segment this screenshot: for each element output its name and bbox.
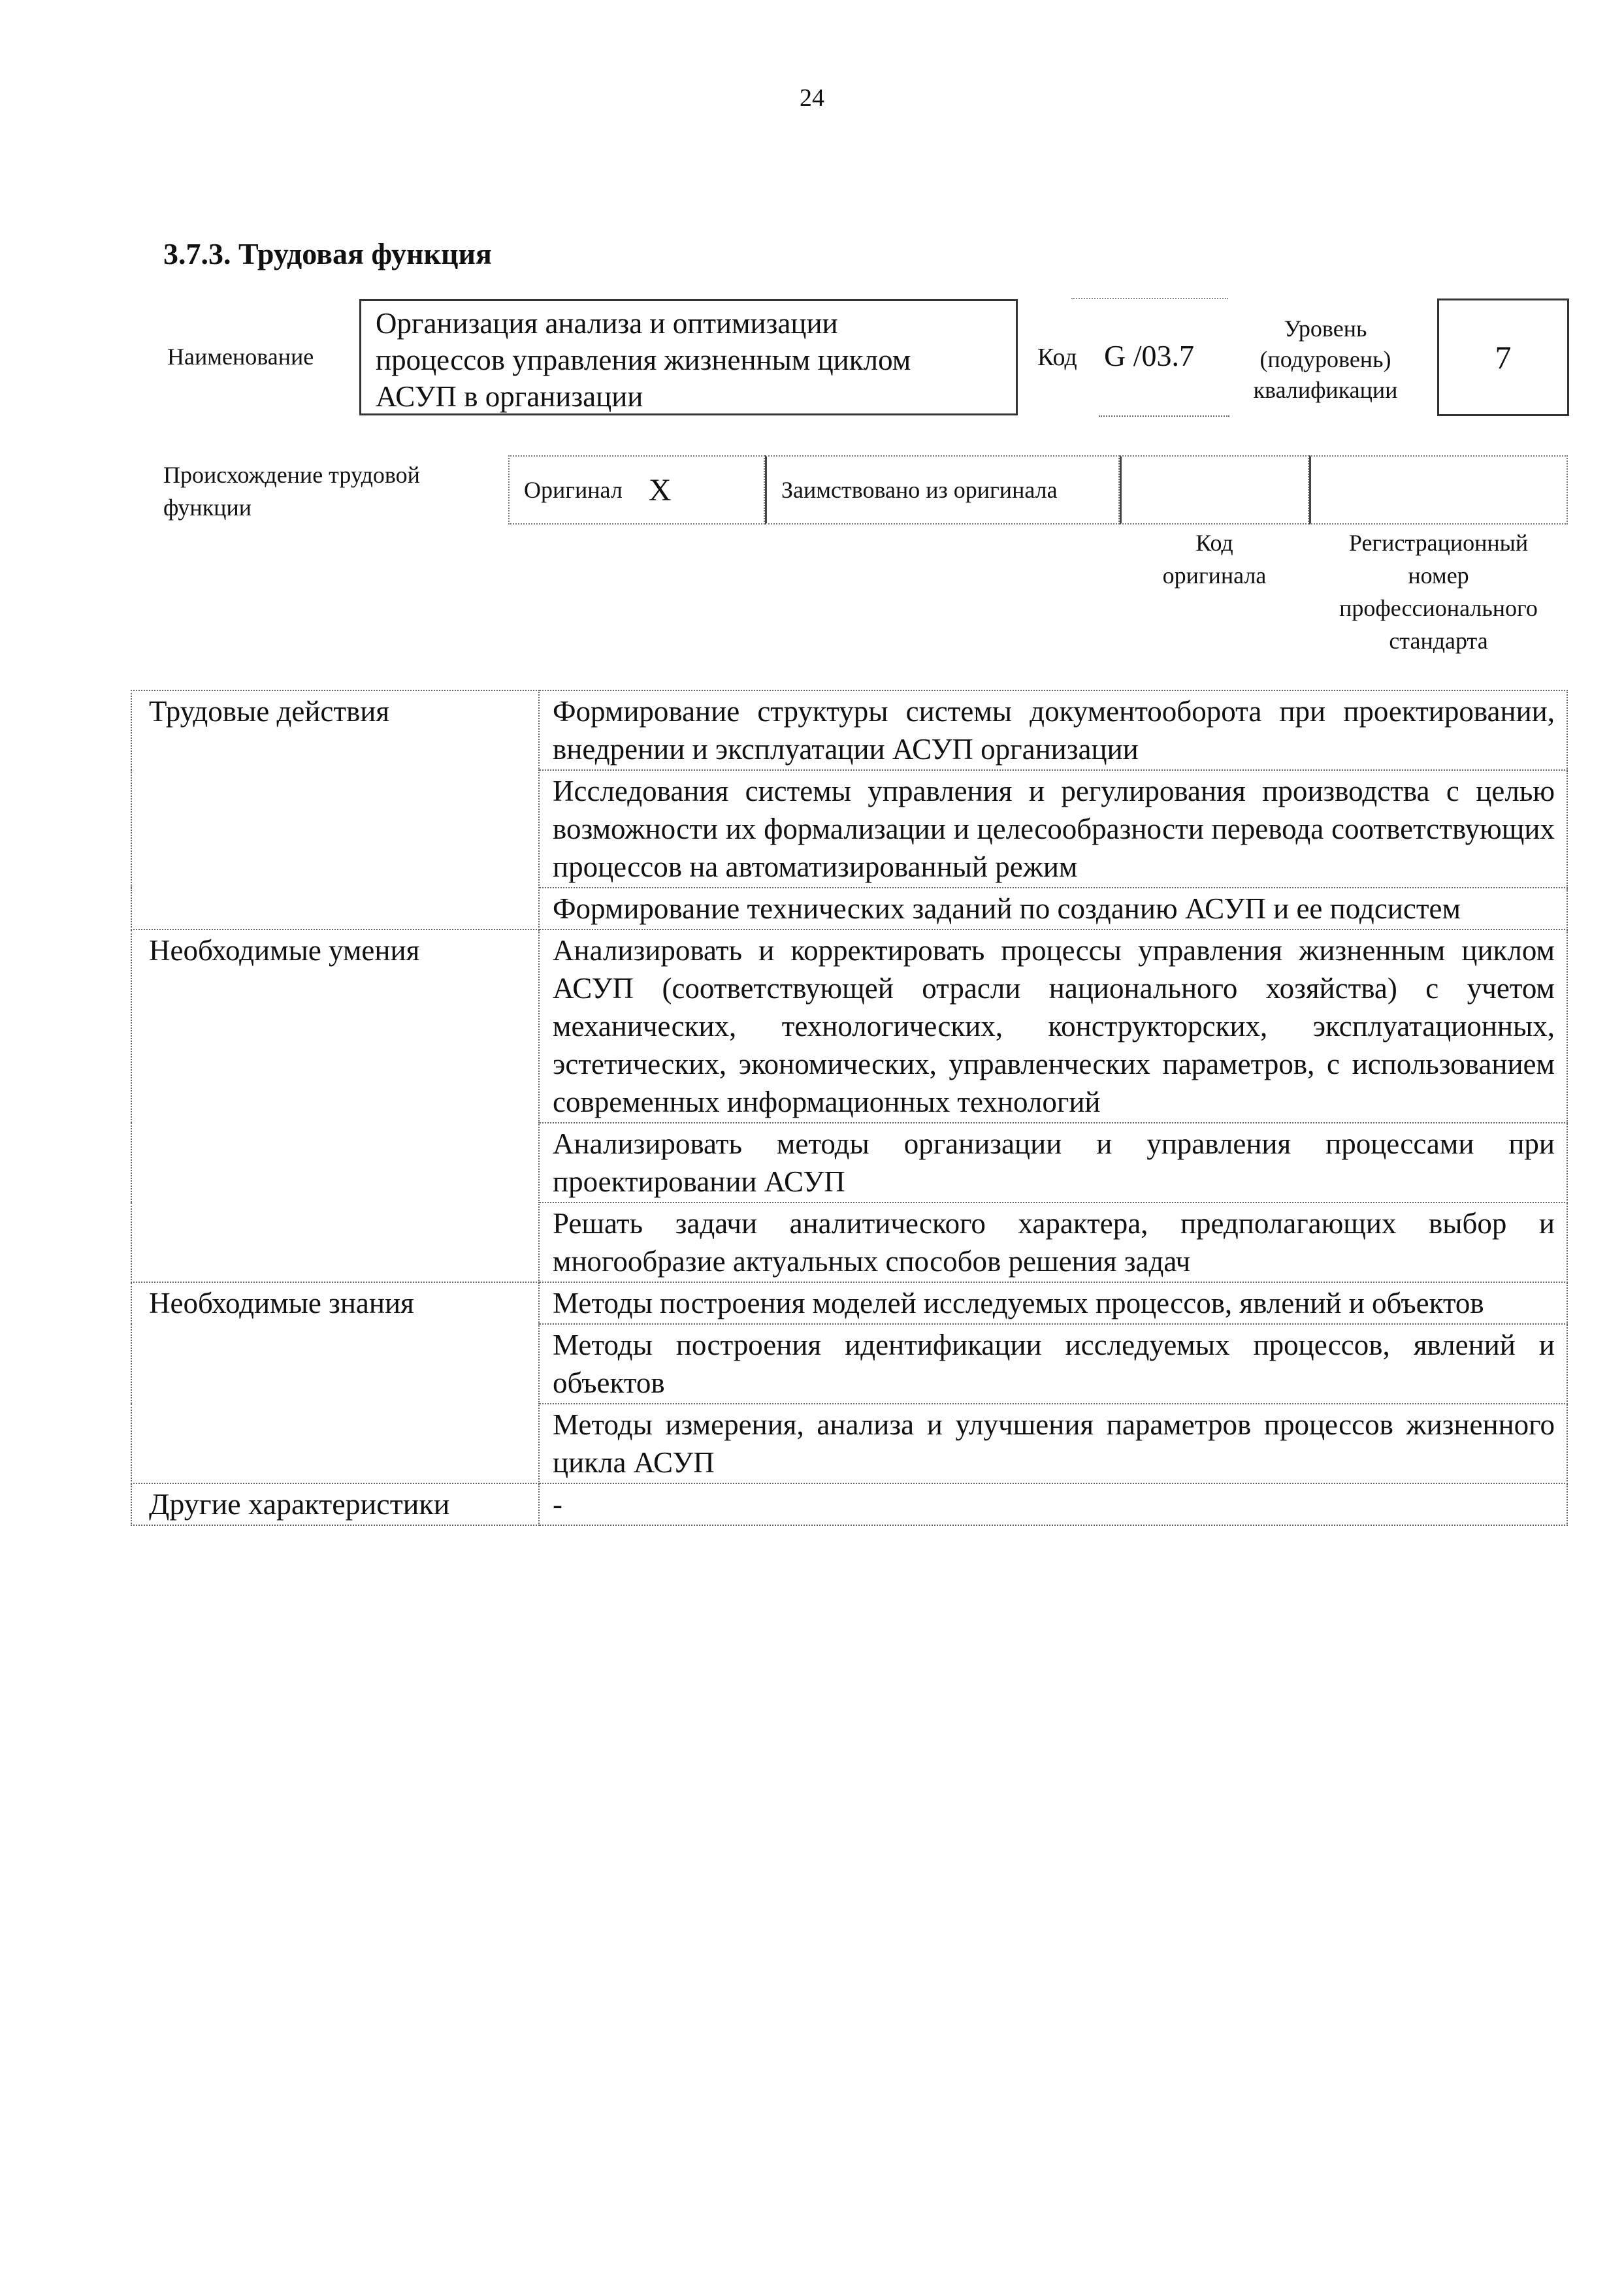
origin-label-line: Происхождение трудовой <box>163 462 420 488</box>
page-number: 24 <box>800 84 824 112</box>
knowledge-item: Методы построения моделей исследуемых процессов, явлений и объектов <box>539 1282 1567 1324</box>
caption-line: номер <box>1408 562 1469 589</box>
original-label: Оригинал <box>524 477 623 503</box>
labor-action-item: Формирование структуры системы документооборота при проектировании, внедрении и эксплуатации АСУП организации <box>539 690 1567 770</box>
caption-line: стандарта <box>1389 628 1488 654</box>
level-label-line: Уровень <box>1284 315 1367 342</box>
skill-item: Анализировать и корректировать процессы управления жизненным циклом АСУП (соответствующей отрасли национального хозяйства) с учетом механических, технологических, конструкторских, эксплуатационных, эстетических, экономических, управленческих параметров, с использованием современных информационных технологий <box>539 929 1567 1123</box>
skills-label: Необходимые умения <box>131 929 539 1282</box>
code-underline <box>1099 415 1229 417</box>
other-characteristics-value: - <box>539 1483 1567 1525</box>
function-name-box <box>359 299 1018 415</box>
knowledge-item: Методы измерения, анализа и улучшения параметров процессов жизненного цикла АСУП <box>539 1404 1567 1483</box>
skill-item: Анализировать методы организации и управления процессами при проектировании АСУП <box>539 1123 1567 1203</box>
function-name-line: процессов управления жизненным циклом <box>376 344 911 376</box>
caption-line: Регистрационный <box>1348 530 1529 556</box>
level-label-line: квалификации <box>1253 377 1398 403</box>
original-code-caption <box>1120 526 1309 592</box>
function-name-line: Организация анализа и оптимизации <box>376 307 838 340</box>
name-label: Наименование <box>167 344 314 370</box>
code-value: G /03.7 <box>1104 339 1194 372</box>
table-row <box>131 929 1567 1123</box>
section-title: 3.7.3. Трудовая функция <box>163 237 492 270</box>
borrowed-label: Заимствовано из оригинала <box>781 477 1058 503</box>
skill-item: Решать задачи аналитического характера, предполагающих выбор и многообразие актуальных способов решения задач <box>539 1203 1567 1282</box>
caption-line: профессионального <box>1339 595 1538 621</box>
qualification-level-label <box>1244 314 1406 406</box>
qualification-level-value: 7 <box>1437 299 1569 416</box>
code-label: Код <box>1037 344 1077 371</box>
other-characteristics-label: Другие характеристики <box>131 1483 539 1525</box>
knowledge-label: Необходимые знания <box>131 1282 539 1483</box>
function-name-line: АСУП в организации <box>376 380 643 413</box>
origin-label <box>163 459 420 524</box>
table-row <box>131 690 1567 770</box>
function-details-table <box>131 690 1568 1526</box>
labor-action-item: Формирование технических заданий по созданию АСУП и ее подсистем <box>539 888 1567 929</box>
level-label-line: (подуровень) <box>1259 346 1391 372</box>
knowledge-item: Методы построения идентификации исследуемых процессов, явлений и объектов <box>539 1324 1567 1404</box>
caption-line: Код <box>1195 530 1233 556</box>
labor-actions-label: Трудовые действия <box>131 690 539 929</box>
registration-number-cell <box>1309 455 1568 525</box>
labor-action-item: Исследования системы управления и регулирования производства с целью возможности их формализации и целесообразности перевода соответствующих процессов на автоматизированный режим <box>539 770 1567 888</box>
original-mark: X <box>648 472 672 508</box>
original-code-cell <box>1120 455 1309 525</box>
original-cell <box>508 455 765 525</box>
table-row <box>131 1282 1567 1324</box>
borrowed-cell <box>765 455 1120 525</box>
origin-label-line: функции <box>163 494 252 521</box>
registration-number-caption <box>1309 526 1568 657</box>
caption-line: оригинала <box>1162 562 1267 589</box>
code-top-rule <box>1071 298 1228 299</box>
table-row <box>131 1483 1567 1525</box>
